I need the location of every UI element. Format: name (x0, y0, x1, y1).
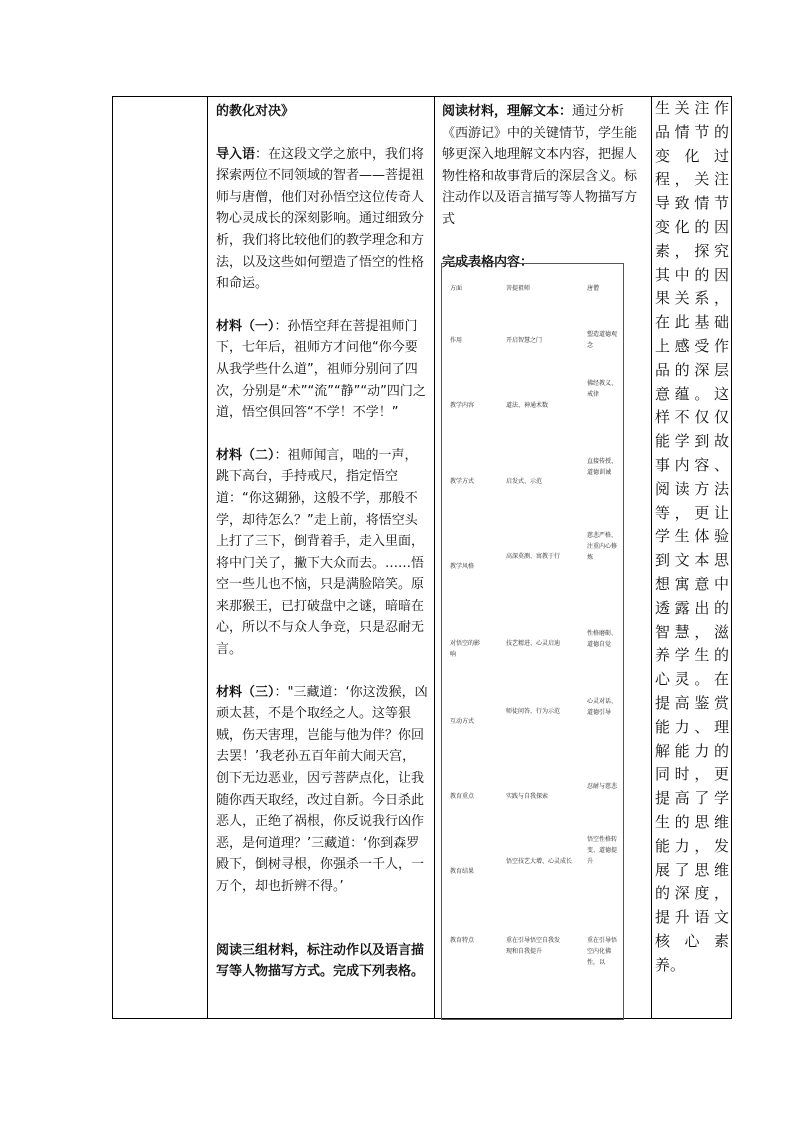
material-1 (216, 316, 428, 424)
table-cell: 教育重点 (450, 793, 475, 800)
table-cell: 方面 (450, 285, 463, 292)
table-cell: 佛经教义、戒律 (587, 380, 618, 398)
table-cell: 悟空技艺大增、心灵成长 (506, 858, 573, 865)
section-title: 的教化对决》 (216, 104, 295, 119)
reading-task-text: 通过分析《西游记》中的关键情节，学生能够更深入地理解文本内容，把握人物性格和故事背后的深层含义。标注动作以及语言描写等人物描写方式 (442, 104, 638, 227)
table-right-border (731, 96, 732, 1019)
table-cell: 心灵对话、道德引导 (587, 698, 618, 716)
reading-task (442, 101, 648, 231)
material-3 (216, 682, 428, 898)
table-cell: 菩提祖师 (506, 285, 531, 292)
table-cell: 教学内容 (450, 402, 475, 409)
comparison-table (441, 263, 624, 1020)
table-col-divider-2 (434, 96, 435, 1019)
table-cell: 悟空性格转变、道德提升 (587, 836, 618, 865)
table-bottom-border (112, 1018, 732, 1019)
material-1-text: ：孙悟空拜在菩提祖师门下，七年后，祖师方才问他“你今要从我学些什么道”，祖师分别问了四次，分别是“术”“流”“静”“动”四门之道，悟空俱回答“不学！不学！” (216, 318, 426, 421)
table-cell: 高深莫测、寓教于行 (506, 553, 561, 560)
design-intent-column: 生关注作品情节的变化过程，关注导致情节变化的因素，探究其中的因果关系，在此基础上感受作品的深层意蕴。这样不仅仅能学到故事内容、阅读方法等，更让学生体验到文本思想寓意中透露出的智慧，滋养学生的心灵。在提高鉴赏能力、理解能力的同时，更提高了学生的思维能力，发展了思维的深度，提升语文核心素养。 (655, 99, 729, 974)
table-cell: 慈悲严格、注重内心修炼 (587, 532, 618, 561)
intro-paragraph (216, 144, 428, 295)
table-cell: 直接传授、道德训诫 (587, 458, 618, 476)
intro-label: 导入语 (216, 146, 256, 162)
table-cell: 道法、神通术数 (506, 402, 549, 409)
table-cell: 作用 (450, 337, 463, 344)
material-3-label: 材料（三） (216, 684, 275, 700)
table-cell: 忍耐与慈悲 (587, 783, 618, 790)
table-cell: 互动方式 (450, 718, 475, 725)
material-2-text: ：祖师闻言，咄的一声，跳下高台，手持戒尺，指定悟空道：“你这猢狲，这般不学，那般不学，却待怎么？”走上前，将悟空头上打了三下，倒背着手，走入里面，将中门关了，撇下大众而去。……悟空一些儿也不恼，只是满脸陪笑。原来那猴王，已打破盘中之谜，暗暗在心，所以不与众人争竞，只是忍耐无言。 (216, 447, 425, 658)
material-1-label: 材料（一） (216, 318, 275, 334)
teacher-activity-column (216, 101, 428, 983)
table-cell: 教育特点 (450, 937, 475, 944)
student-activity-column (442, 101, 648, 273)
table-cell: 教学风格 (450, 563, 475, 570)
table-cell: 教学方式 (450, 478, 475, 485)
table-instruction: 完成表格内容： (442, 254, 534, 270)
table-cell: 性格磨砺、道德自觉 (587, 630, 618, 648)
table-cell: 唐僧 (587, 285, 600, 292)
table-cell: 实践与自我探索 (506, 793, 549, 800)
table-cell: 开启智慧之门 (506, 337, 543, 344)
task-instruction: 阅读三组材料，标注动作以及语言描写等人物描写方式。完成下列表格。 (216, 942, 425, 980)
table-cell: 启发式、示范 (506, 478, 543, 485)
table-cell: 塑造道德观念 (587, 331, 618, 349)
material-2-label: 材料（二） (216, 447, 275, 463)
reading-task-label: 阅读材料，理解文本： (442, 104, 573, 119)
table-top-border (112, 96, 732, 97)
table-cell: 对悟空的影响 (450, 640, 481, 658)
table-cell: 师徒问答、行为示范 (506, 708, 561, 715)
table-cell: 教育结果 (450, 868, 475, 875)
table-col-divider-3 (651, 96, 652, 1019)
table-left-border (112, 96, 113, 1019)
table-cell: 重在引导悟空自我发现和自我提升 (506, 937, 561, 955)
intro-text: ：在这段文学之旅中，我们将探索两位不同领域的智者——菩提祖师与唐僧，他们对孙悟空这位传奇人物心灵成长的深刻影响。通过细致分析，我们将比较他们的教学理念和方法，以及这些如何塑造了悟空的性格和命运。 (216, 146, 425, 292)
table-cell: 重在引导悟空内化佛性，以 (587, 937, 618, 966)
material-2 (216, 445, 428, 661)
table-cell: 技艺精进、心灵启迪 (506, 640, 561, 647)
material-3-text: ："三藏道：‘你这泼猴，凶顽太甚，不是个取经之人。这等狠贼，伤天害理，岂能与他为伴？你回去罢！’我老孙五百年前大闹天宫，创下无边恶业，因亏菩萨点化，让我随你西天取经，改过自新。今日杀此恶人，正绝了祸根，你反说我行凶作恶，是何道理？’三藏道：‘你到森罗殿下，倒树寻根，你强杀一千人，一万个，却也折辨不得。’ (216, 684, 428, 894)
table-col-divider-1 (207, 96, 208, 1019)
